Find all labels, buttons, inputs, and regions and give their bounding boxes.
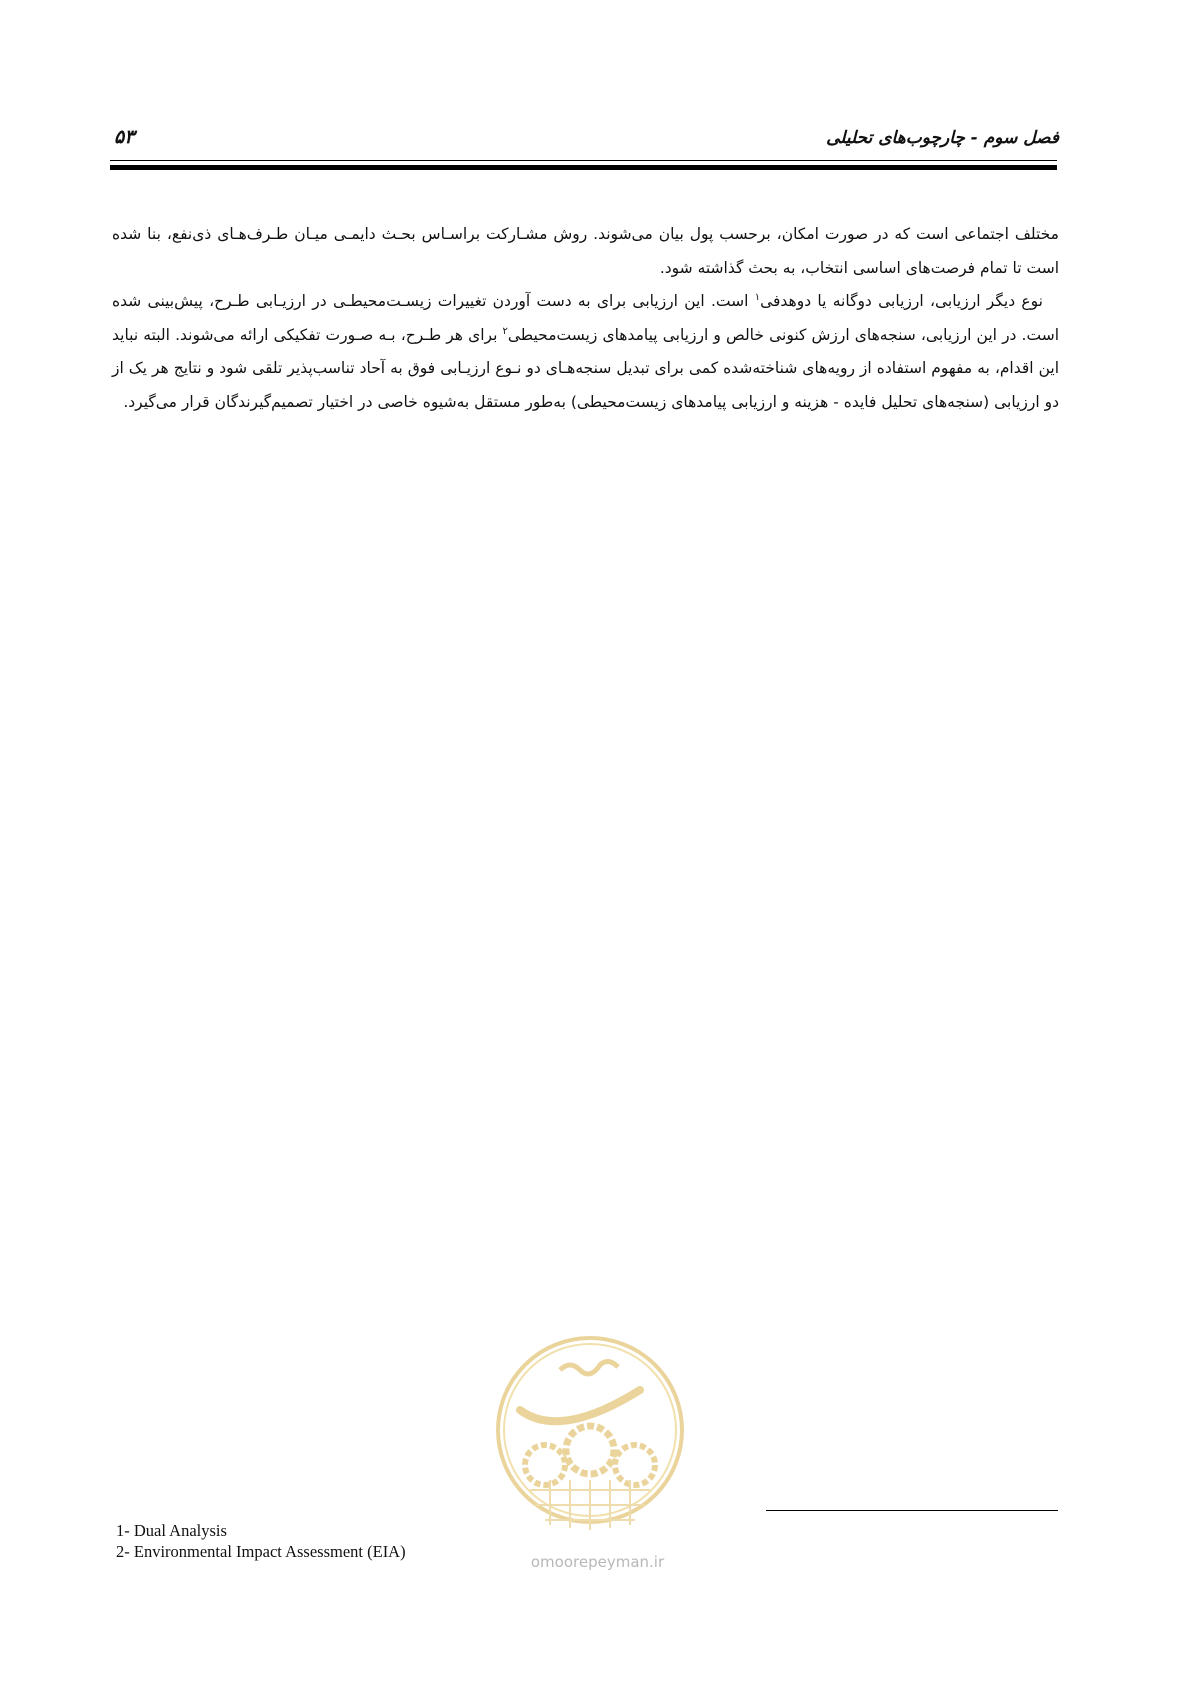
watermark-url: omoorepeyman.ir (530, 1553, 665, 1571)
page-number: ۵۳ (114, 126, 135, 148)
footnote-rule (766, 1510, 1058, 1511)
header-rule-thin (110, 160, 1057, 161)
footnote-ref-1[interactable]: ۱ (754, 291, 761, 303)
footnote-1: 1- Dual Analysis (116, 1521, 227, 1540)
paragraph-1: مختلف اجتماعی است که در صورت امکان، برحسب پول بیان می‌شوند. روش مشـارکت براسـاس بحـث دایمـی میـان طـرف‌هـای ذی‌نفع، بنا شده است تا تمام فرصت‌های اساسی انتخاب، به بحث گذاشته شود. (112, 225, 1059, 277)
chapter-title: فصل سوم - چارچوب‌های تحلیلی (826, 128, 1059, 148)
paragraph-2 (112, 285, 1059, 419)
omoorepeyman-logo-icon (490, 1330, 690, 1550)
paragraph-2-part-2: است. این ارزیابی برای به دست آوردن تغییرات زیسـت‌محیطـی در ارزیـابی طـرح، پیش‌بینی شده است. در این ارزیابی، سنجه‌های ارزش کنونی خالص و ارزیابی پیامدهای زیست‌محیطی (112, 292, 1059, 344)
body-text (112, 218, 1059, 419)
footnote-2: 2- Environmental Impact Assessment (EIA) (116, 1542, 406, 1561)
paragraph-2-part-1: نوع دیگر ارزیابی، ارزیابی دوگانه یا دوهدفی (760, 292, 1043, 310)
paragraph-2-part-3: برای هر طـرح، بـه صـورت تفکیکی ارائه می‌شوند. البته نباید این اقدام، به مفهوم استفاده از رویه‌های شناخته‌شده کمی برای تبدیل سنجه‌هـای دو نـوع ارزیـابی فوق به آحاد تناسب‌پذیر تلقی شود و نتایج هر یک از دو ارزیابی (سنجه‌های تحلیل فایده - هزینه و ارزیابی پیامدهای زیست‌محیطی) به‌طور مستقل به‌شیوه خاصی در اختیار تصمیم‌گیرندگان قرار می‌گیرد. (112, 325, 1059, 411)
footnotes (116, 1520, 406, 1562)
footnote-ref-2[interactable]: ۲ (502, 325, 508, 337)
header-rule-thick (110, 165, 1057, 170)
